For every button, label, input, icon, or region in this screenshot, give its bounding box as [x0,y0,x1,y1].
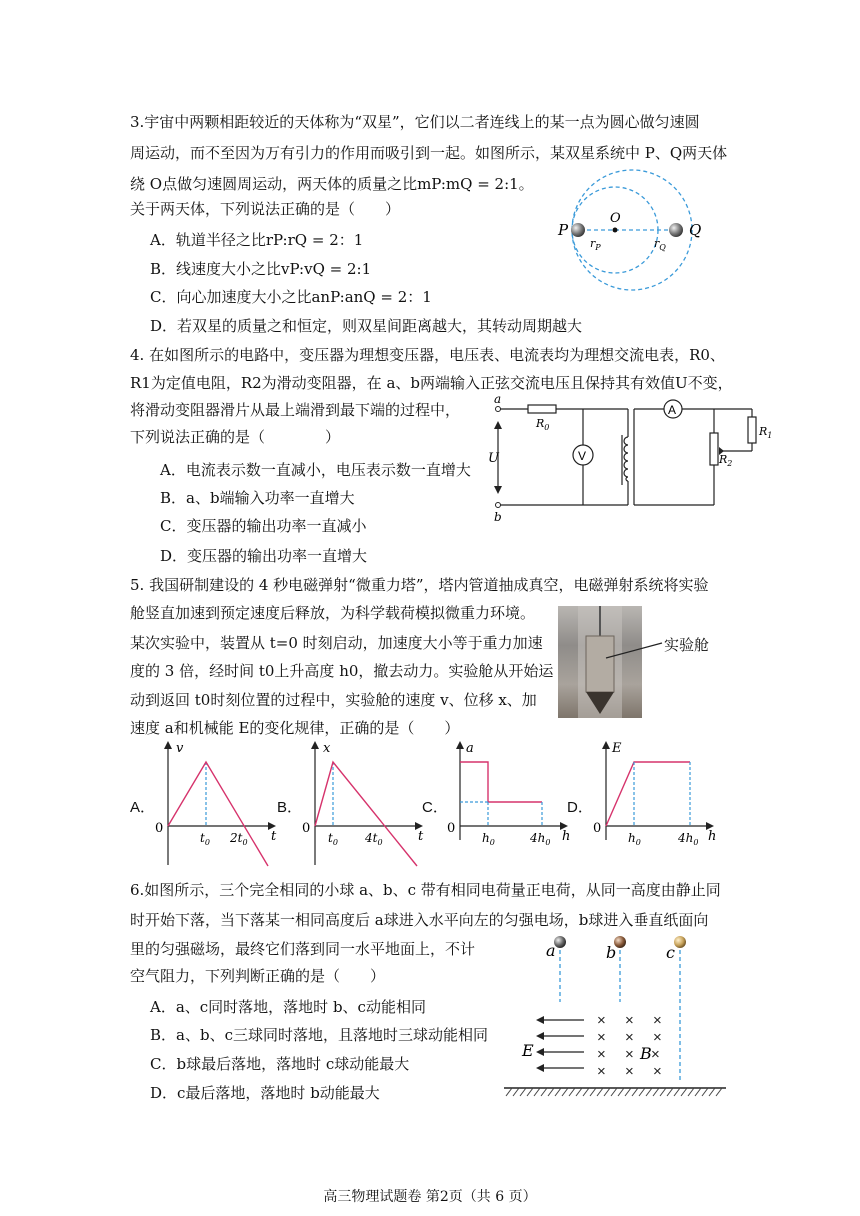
graph-a-ylabel: v [176,741,184,756]
graph-d-e-h [588,740,718,870]
graph-b-tick1: $t_0$ [328,831,338,847]
graph-d-tick2: $4h_0$ [678,831,699,847]
q6-option-b: B．a、b、c三球同时落地，且落地时三球动能相同 [150,1026,488,1044]
q6-line-3: 里的匀强磁场，最终它们落到同一水平地面上，不计 [130,940,476,958]
q4-option-d: D．变压器的输出功率一直增大 [160,547,368,565]
q6-line-2: 时开始下落，当下落某一相同高度后 a球进入水平向左的匀强电场，b球进入垂直纸面向 [130,911,709,929]
svg-text:×: × [597,1029,606,1046]
graph-d-tick1: $h_0$ [628,831,641,847]
q6-option-a: A．a、c同时落地，落地时 b、c动能相同 [150,998,426,1016]
transformer-circuit [488,392,778,527]
graph-b-tag: B． [277,799,303,816]
q4-line-3: 将滑动变阻器滑片从最上端滑到最下端的过程中， [130,401,461,419]
svg-text:×: × [653,1063,662,1080]
capsule-photo [558,606,642,718]
graph-a-xlabel: t [271,829,277,844]
svg-text:×: × [653,1012,662,1029]
fields-figure [500,928,730,1104]
svg-text:×: × [625,1063,634,1080]
graph-b-origin: 0 [302,821,311,836]
graph-c-tag: C． [422,799,448,816]
graph-b-ylabel: x [323,741,331,756]
r2-label: $R_2$ [719,453,733,468]
q5-line-6: 速度 a和机械能 E的变化规律，正确的是（ ） [130,719,460,737]
q6-option-d: D．c最后落地，落地时 b动能最大 [150,1084,380,1102]
graph-c-xlabel: h [562,829,571,844]
velocity-curve [168,762,268,866]
graph-d-tag: D． [567,799,593,816]
q5-line-4: 度的 3 倍，经时间 t0上升高度 h0，撤去动力。实验舱从开始运 [130,662,554,680]
graph-d-origin: 0 [593,821,602,836]
field-b-label: B [640,1044,652,1063]
field-e-label: E [522,1041,534,1060]
voltage-u-label: U [488,451,499,466]
graph-d-xlabel: h [708,829,717,844]
q3-option-d: D．若双星的质量之和恒定，则双星间距离越大，其转动周期越大 [150,317,583,335]
graph-a-tick2: $2t_0$ [230,831,248,847]
displacement-curve [315,762,417,866]
graph-c-tick2: $4h_0$ [530,831,551,847]
svg-text:×: × [653,1029,662,1046]
svg-text:×: × [651,1046,660,1063]
q3-line-2: 周运动，而不至因为万有引力的作用而吸引到一起。如图所示，某双星系统中 P、Q两天体 [130,144,728,162]
graph-c-a-h [442,740,572,870]
graph-c-origin: 0 [447,821,456,836]
label-rp: $r_P$ [590,237,601,252]
graph-b-x-t [297,740,427,870]
label-rq: $r_Q$ [654,237,666,252]
terminal-b-label: b [494,510,502,524]
q4-option-a: A．电流表示数一直减小，电压表示数一直增大 [160,461,471,479]
svg-text:×: × [597,1012,606,1029]
q3-option-c: C．向心加速度大小之比anP:anQ = 2：1 [150,288,432,306]
ball-c [674,936,686,948]
q6-line-1: 6.如图所示，三个完全相同的小球 a、b、c 带有相同电荷量正电荷，从同一高度由静止同 [130,881,721,899]
q3-line-3: 绕 O点做匀速圆周运动，两天体的质量之比mP:mQ = 2:1。 [130,175,534,193]
q4-line-1: 4. 在如图所示的电路中，变压器为理想变压器，电压表、电流表均为理想交流电表，R0、 [130,346,725,364]
label-q: Q [689,221,702,239]
ground-hatching [506,1088,722,1096]
graph-a-tick1: $t_0$ [200,831,210,847]
binary-star-figure [550,165,710,315]
q6-line-4: 空气阻力，下列判断正确的是（ ） [130,967,386,985]
mechanical-energy-curve [606,762,690,826]
electric-field-arrows [540,1020,584,1068]
graph-d-ylabel: E [612,741,622,756]
ball-a [554,936,566,948]
ball-c-label: c [666,943,675,962]
q5-line-3: 某次实验中，装置从 t=0 时刻启动，加速度大小等于重力加速 [130,634,543,652]
star-q [669,223,683,237]
graph-a-origin: 0 [155,821,164,836]
q4-option-c: C．变压器的输出功率一直减小 [160,517,367,535]
magnetic-field-crosses [597,1012,662,1080]
capsule-pointer [600,640,670,660]
graph-b-tick2: $4t_0$ [365,831,383,847]
label-o: O [610,211,621,226]
graph-a-tag: A． [130,799,156,816]
capsule-label: 实验舱 [664,636,710,654]
graph-a-v-t [150,740,280,870]
svg-text:×: × [625,1046,634,1063]
q5-line-2: 舱竖直加速到预定速度后释放，为科学载荷模拟微重力环境。 [130,604,536,622]
r1-label: $R_1$ [759,425,773,440]
svg-text:×: × [597,1046,606,1063]
graph-c-ylabel: a [466,741,474,756]
ball-a-label: a [546,941,556,960]
q4-line-4: 下列说法正确的是（ ） [130,428,341,446]
graph-b-xlabel: t [418,829,424,844]
page-footer: 高三物理试题卷 第2页（共 6 页） [323,1189,537,1205]
ball-b-label: b [606,943,617,962]
voltmeter-label: V [578,449,587,463]
q3-option-b: B．线速度大小之比vP:vQ = 2:1 [150,260,372,278]
label-p: P [558,221,569,239]
q5-line-5: 动到返回 t0时刻位置的过程中，实验舱的速度 v、位移 x、加 [130,691,537,709]
terminal-a-label: a [494,392,502,406]
center-o-dot [613,228,618,233]
q3-line-1: 3.宇宙中两颗相距较近的天体称为“双星”，它们以二者连线上的某一点为圆心做匀速圆 [130,113,700,131]
svg-text:×: × [625,1012,634,1029]
svg-text:×: × [597,1063,606,1080]
r0-label: $R_0$ [536,417,550,432]
svg-text:×: × [625,1029,634,1046]
q3-line-4: 关于两天体，下列说法正确的是（ ） [130,200,401,218]
q5-line-1: 5. 我国研制建设的 4 秒电磁弹射“微重力塔”，塔内管道抽成真空，电磁弹射系统将实验 [130,576,709,594]
acceleration-curve [460,762,542,802]
ammeter-label: A [668,403,677,417]
q3-option-a: A．轨道半径之比rP:rQ = 2：1 [150,231,364,249]
q4-option-b: B．a、b端输入功率一直增大 [160,489,355,507]
star-p [571,223,585,237]
q6-option-c: C．b球最后落地，落地时 c球动能最大 [150,1055,410,1073]
q4-line-2: R1为定值电阻，R2为滑动变阻器，在 a、b两端输入正弦交流电压且保持其有效值U不变， [130,374,733,392]
graph-c-tick1: $h_0$ [482,831,495,847]
